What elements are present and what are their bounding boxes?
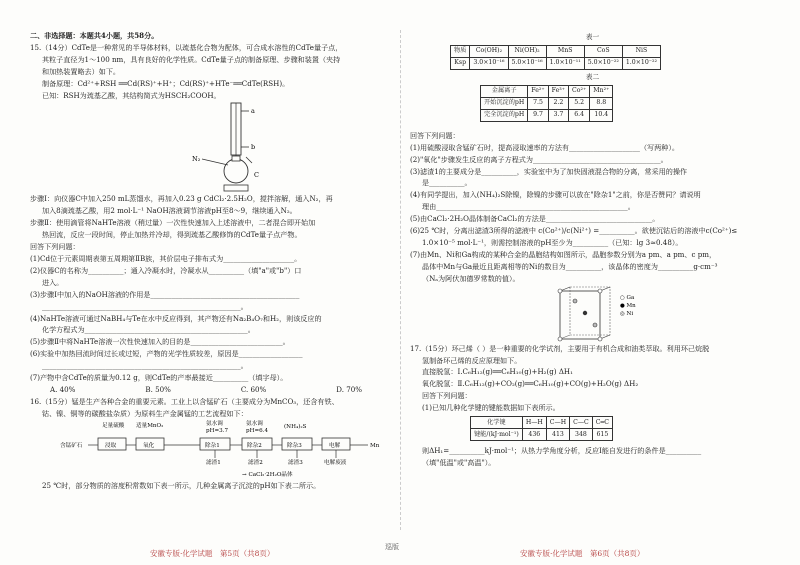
table-cell: Co²⁺: [569, 85, 590, 97]
q16-question: (4)有同学提出，加入(NH₄)₂S除镍，除镍的步骤可以放在"除杂1"之前，你是否赞同？请说明: [410, 190, 701, 200]
table-cell: 3.0×10⁻¹⁶: [470, 57, 508, 69]
flow-residue: 滤渣1: [206, 459, 221, 466]
right-page: [410, 30, 775, 469]
flow-box-text: 除杂3: [287, 442, 302, 449]
table-cell: C—H: [546, 417, 569, 429]
flow-label: 氨水调: [206, 420, 223, 427]
q16-line: 16.（15分）锰是生产各种合金的重要元素。工业上以含锰矿石（主要成分为MnCO₃，还含有铁、: [30, 396, 339, 406]
flow-residue: 滤渣3: [288, 459, 303, 466]
table-cell: C═C: [592, 417, 612, 429]
flow-label: pH=3.7: [206, 427, 229, 434]
q16-question: (2)"氧化"步骤发生反应的离子方程式为____________________________________。: [410, 154, 668, 164]
q17-tail: （填"低温"或"高温"）。: [422, 457, 496, 467]
atom-ga: [598, 337, 602, 341]
table-cell: Fe²⁺: [528, 85, 548, 97]
table-row: [451, 57, 661, 69]
label-n2: N₂: [192, 155, 201, 164]
process-flowchart: [30, 420, 392, 480]
q15-step: 加入8滴巯基乙酸，用2 mol·L⁻¹ NaOH溶液调节溶液pH至8～9，继续通入N₂。: [42, 206, 297, 216]
flow-box-text: 浸取: [105, 442, 117, 449]
q16-question: 晶体中Mn与Ga最近且距离相等的Ni的数目为__________，该晶体的密度为__________g·cm⁻³: [422, 261, 718, 271]
q15-line: 15.（14分）CdTe是一种常见的半导体材料，以巯基化合物为配体，可合成水溶性的CdTe量子点，: [30, 42, 343, 52]
q17-line: 回答下列问题：: [422, 391, 472, 401]
unit-cell-diagram: [410, 285, 775, 343]
label-b: b: [251, 143, 256, 152]
table-cell: Mn²⁺: [590, 85, 613, 97]
q15-question: (1)Cd位于元素周期表第五周期第ⅡB族，其价层电子排布式为____________________。: [30, 253, 302, 263]
flow-label: 适量MnO₂: [136, 422, 164, 429]
footer-right: 安徽专版·化学试题 第6页（共8页）: [520, 549, 645, 558]
flow-label: pH=6.4: [246, 427, 269, 434]
q15-options: [30, 384, 392, 396]
table-cell: 436: [522, 429, 546, 441]
table-cell: 1.0×10⁻²²: [622, 57, 660, 69]
answer-prompt: 回答下列问题：: [410, 130, 460, 140]
option-b: B. 50%: [145, 384, 171, 394]
flow-label: 氨水调: [246, 420, 263, 427]
page-divider: [400, 30, 401, 530]
q15-line: 和加热装置略去）如下。: [42, 66, 121, 76]
apparatus-figure: [30, 101, 392, 193]
q15-step: 步骤Ⅰ：向仪器C中加入250 mL蒸馏水，再加入0.23 g CdCl₂·2.5H₂O，搅拌溶解，通入N₂，再: [30, 194, 333, 204]
q16-line: 钴、镍、铜等的碳酸盐杂质）为原料生产金属锰的工艺流程如下：: [42, 408, 248, 418]
table-cell: 348: [570, 429, 593, 441]
bond-energy-table: [470, 416, 613, 441]
flow-box-text: 电解: [329, 442, 341, 449]
q16-question: 是__________。: [422, 178, 472, 188]
table-cell: 8.8: [590, 97, 613, 109]
table-row: [481, 85, 613, 97]
left-page: [30, 30, 392, 492]
table-cell: 3.7: [548, 109, 568, 121]
q15-line: 已知：RSH为巯基乙酸，其结构简式为HSCH₂COOH。: [42, 90, 221, 100]
q17-line: (1)已知几种化学键的键能数据如下表所示。: [422, 403, 560, 413]
label-c: C: [254, 171, 259, 180]
q15-step: 热回流，反应一段时间，停止加热并冷却，得到巯基乙酸修饰的CdTe量子点产物。: [42, 230, 302, 240]
table-cell: 7.5: [528, 97, 548, 109]
cell-front: [560, 291, 600, 339]
flow-label: (NH₄)₂S: [284, 423, 307, 430]
flow-box-text: 除杂1: [205, 442, 220, 449]
q15-line: 制备原理：Cd²⁺+RSH ══Cd(RS)⁺+H⁺；Cd(RS)⁺+HTe⁻══CdTe(RSH)。: [42, 78, 290, 88]
flask-shape: [224, 159, 248, 183]
table-cell: 2.2: [548, 97, 568, 109]
q16-question: (1)用硫酸浸取含锰矿石时，提高浸取速率的方法有____________________（写两种）。: [410, 142, 679, 152]
flow-box-text: 氧化: [143, 442, 155, 449]
table-cell: 5.0×10⁻²²: [584, 57, 622, 69]
atom-ni: [573, 299, 577, 303]
table-cell: NiS: [622, 45, 660, 57]
ph-table: [480, 85, 613, 122]
q15-question: (2)仪器C的名称为__________；通入冷凝水时，冷凝水从__________（填"a"或"b"）口: [30, 265, 302, 275]
flow-residue: 电解废液: [324, 459, 347, 466]
q16-question: 理由______________________________________________________。: [422, 202, 635, 212]
answer-prompt: 回答下列问题：: [30, 242, 80, 252]
table-cell: C—C: [570, 417, 593, 429]
table-cell: H—H: [522, 417, 546, 429]
flask-neck: [232, 156, 240, 161]
legend-ga: ○ Ga: [620, 294, 635, 301]
q15-question: (7)产物中含CdTe的质量为0.12 g，则CdTe的产率最接近__________（填字母）。: [30, 373, 288, 383]
q17-line: 直接脱氢：Ⅰ.C₆H₁₂(g)══C₆H₁₀(g)+H₂(g) ΔH₁: [422, 367, 573, 377]
table-cell: 键能/(kJ·mol⁻¹): [471, 429, 523, 441]
flow-ore: 含锰矿石: [60, 442, 83, 449]
q17-line: 氧化脱氢：Ⅱ.C₆H₁₂(g)+CO₂(g)══C₆H₁₀(g)+CO(g)+H₂O(g) ΔH₂: [422, 379, 639, 389]
table-cell: Fe³⁺: [548, 85, 568, 97]
option-a: A. 40%: [50, 384, 76, 394]
table-cell: MnS: [546, 45, 584, 57]
q15-line: 其粒子直径为1～100 nm，具有良好的化学性质。CdTe量子点的制备原理、步骤和装置（夹持: [42, 54, 341, 64]
print-stamp: 巡版: [385, 543, 399, 551]
flowchart-svg: [30, 420, 392, 480]
atom-ni: [593, 323, 597, 327]
q15-question: (5)步骤Ⅱ中将NaHTe溶液一次性快速加入的目的是__________________________。: [30, 337, 290, 347]
legend-ni: ◎ Ni: [620, 310, 634, 317]
q15-question: (3)步骤Ⅰ中加入的NaOH溶液的作用是__________________________________________: [30, 289, 300, 299]
q16-question: (3)滤渣1的主要成分是__________，实验室中为了加快固液混合物的分离，常采用的操作: [410, 166, 688, 176]
cell-back: [570, 287, 610, 335]
footer-left: 安徽专版·化学试题 第5页（共8页）: [150, 549, 275, 558]
table-cell: 5.0×10⁻¹⁶: [508, 57, 546, 69]
option-c: C. 60%: [240, 384, 267, 394]
q15-question: (6)实验中加热回流时间过长或过短，产物的光学性质较差，原因是__________________: [30, 349, 303, 359]
n2-tube: [202, 159, 228, 165]
atom-ga: [558, 289, 562, 293]
q15-question: (4)NaHTe溶液可通过NaBH₄与Te在水中反应得到，其产物还有Na₂B₄O₇和H₂，则该反应的: [30, 313, 322, 323]
q16-question: (7)由Mn、Ni和Ga构成的某种合金的晶胞结构如图所示，晶胞参数分别为a pm、a pm、c pm，: [410, 249, 717, 259]
table-cell: 413: [546, 429, 569, 441]
q15-question: ________________________________________________________。: [42, 301, 248, 311]
table-cell: 1.0×10⁻¹¹: [546, 57, 584, 69]
flow-product: Mn: [370, 442, 380, 449]
table-cell: 物质: [451, 45, 470, 57]
table-cell: 6.4: [569, 109, 590, 121]
side-port: [246, 157, 252, 163]
table-cell: Ni(OH)₂: [508, 45, 546, 57]
flow-label: 足量硫酸: [102, 422, 125, 429]
atom-ga: [598, 289, 602, 293]
table-cell: 5.2: [569, 97, 590, 109]
table-cell: 615: [592, 429, 612, 441]
q15-question: 化学方程式为______________________________________________。: [42, 325, 255, 335]
q17-tail: 则ΔH₁=__________kJ·mol⁻¹；从热力学角度分析，反应Ⅰ能自发进行的条件是__________: [422, 446, 702, 456]
atom-ga: [558, 337, 562, 341]
table-cell: 开始沉淀的pH: [481, 97, 528, 109]
table1-caption: 表一: [585, 33, 600, 41]
table-cell: CoS: [584, 45, 622, 57]
table-row: [481, 109, 613, 121]
flow-box-text: 除杂2: [247, 442, 262, 449]
atom-mn: [583, 310, 587, 314]
table-cell: Co(OH)₂: [470, 45, 508, 57]
q15-question: 进入。: [42, 277, 64, 287]
q15-step: 步骤Ⅱ：使用滴管将NaHTe溶液（稍过量）一次性快速加入上述溶液中，二者混合即开始加: [30, 218, 316, 228]
flow-note: → CaCl₂·2H₂O晶体: [242, 471, 293, 478]
table-cell: 金属离子: [481, 85, 528, 97]
q15-question: ________________________________________________________。: [42, 361, 248, 371]
q17-line: 氢制备环己烯的反应原理如下。: [422, 355, 522, 365]
table-row: [471, 417, 613, 429]
table-cell: 10.4: [590, 109, 613, 121]
option-d: D. 70%: [336, 384, 362, 394]
flow-residue: 滤渣2: [248, 459, 263, 466]
apparatus-diagram: [30, 101, 392, 193]
table2-caption: 表二: [585, 72, 600, 81]
crystal-figure: [410, 285, 775, 343]
table-cell: 化学键: [471, 417, 523, 429]
table-row: [471, 429, 613, 441]
q16-question: 1.0×10⁻⁵ mol·L⁻¹，则需控制溶液的pH至少为__________（已知：lg 3≈0.48）。: [422, 237, 683, 247]
section-heading: 二、非选择题：本题共4小题，共58分。: [30, 31, 159, 40]
q16-question: (6)25 ℃时，分离出滤渣3所得的滤液中 c(Co²⁺)/c(Ni²⁺) =__________。欲使沉钴后的溶液中c(Co²⁺)≤: [410, 226, 738, 236]
table-row: [481, 97, 613, 109]
table-cell: 9.7: [528, 109, 548, 121]
table-cell: 完全沉淀的pH: [481, 109, 528, 121]
ksp-table: [450, 45, 661, 70]
q16-question: (5)由CaCl₂·2H₂O晶体制备CaCl₂的方法是______________________________。: [410, 214, 660, 224]
legend-mn: ● Mn: [620, 302, 636, 309]
table-row: [451, 45, 661, 57]
table-cell: Ksp: [451, 57, 470, 69]
q17-line: 17.（15分）环己烯（ ）是一种重要的化学试剂，主要用于有机合成和油类萃取。利用环己烷脱: [410, 343, 710, 353]
label-a: a: [251, 107, 255, 116]
q16-tail: 25 ℃时，部分物质的溶度积常数如下表一所示，几种金属离子沉淀的pH如下表二所示。: [42, 480, 321, 490]
q16-question: （Nₐ为阿伏加德罗常数的值）。: [422, 273, 520, 283]
stirrer-base: [224, 185, 248, 191]
